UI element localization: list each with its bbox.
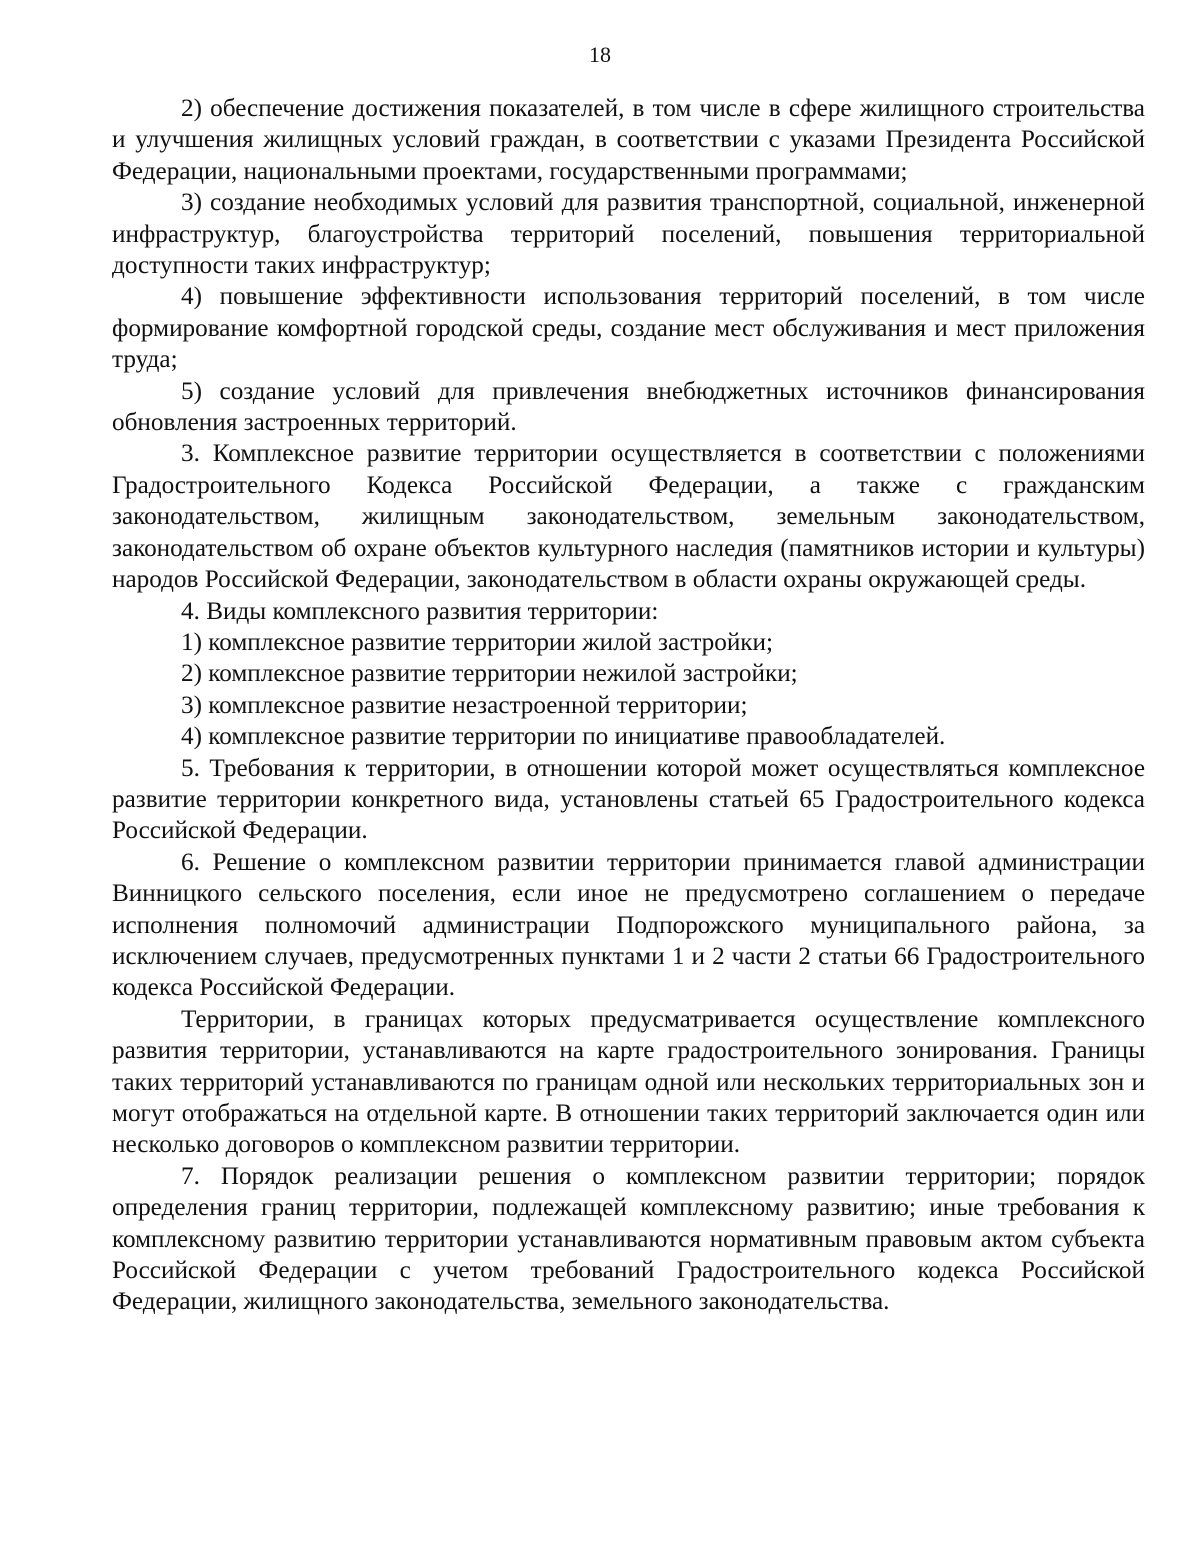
paragraph-item-3-conditions: 3) создание необходимых условий для развития транспортной, социальной, инженерной инфраструктур, благоустройства территорий поселений, повышения территориальной доступности таких инфраструктур; <box>112 189 1145 280</box>
paragraph-territories: Территории, в границах которых предусматривается осуществление комплексного развития территории, устанавливаются на карте градостроительного зонирования. Границы таких территорий устанавливаются по границам одной или нескольких территориальных зон и могут отображаться на отдельной карте. В отношении таких территорий заключается один или несколько договоров о комплексном развитии территории. <box>112 1005 1145 1159</box>
paragraph-section-3: 3. Комплексное развитие территории осуществляется в соответствии с положениями Градостроительного Кодекса Российской Федерации, а также с гражданским законодательством, жилищным законодательством, земельным законодательством, законодательством об охране объектов культурного наследия (памятников истории и культуры) народов Российской Федерации, законодательством в области охраны окружающей среды. <box>112 440 1145 594</box>
paragraph-item-5-financing: 5) создание условий для привлечения внебюджетных источников финансирования обновления застроенных территорий. <box>112 377 1145 437</box>
document-body <box>112 93 1145 1318</box>
list-item-undeveloped: 3) комплексное развитие незастроенной территории; <box>181 691 748 719</box>
paragraph-section-7: 7. Порядок реализации решения о комплексном развитии территории; порядок определения границ территории, подлежащей комплексному развитию; иные требования к комплексному развитию территории устанавливаются нормативным правовым актом субъекта Российской Федерации с учетом требований Градостроительного кодекса Российской Федерации, жилищного законодательства, земельного законодательства. <box>112 1162 1145 1316</box>
list-item-residential: 1) комплексное развитие территории жилой застройки; <box>181 628 774 656</box>
paragraph-section-4-heading: 4. Виды комплексного развития территории: <box>181 597 659 625</box>
paragraph-item-4-efficiency: 4) повышение эффективности использования территорий поселений, в том числе формирование комфортной городской среды, создание мест обслуживания и мест приложения труда; <box>112 283 1145 374</box>
list-item-nonresidential: 2) комплексное развитие территории нежилой застройки; <box>181 660 798 688</box>
page-number: 18 <box>589 42 611 67</box>
list-item-owner-initiative: 4) комплексное развитие территории по инициативе правообладателей. <box>181 723 946 751</box>
paragraph-section-6: 6. Решение о комплексном развитии территории принимается главой администрации Винницкого сельского поселения, если иное не предусмотрено соглашением о передаче исполнения полномочий администрации Подпорожского муниципального района, за исключением случаев, предусмотренных пунктами 1 и 2 части 2 статьи 66 Градостроительного кодекса Российской Федерации. <box>112 848 1145 1002</box>
paragraph-section-5: 5. Требования к территории, в отношении которой может осуществляться комплексное развитие территории конкретного вида, установлены статьей 65 Градостроительного кодекса Российской Федерации. <box>112 754 1145 845</box>
paragraph-item-2-indicators: 2) обеспечение достижения показателей, в том числе в сфере жилищного строительства и улучшения жилищных условий граждан, в соответствии с указами Президента Российской Федерации, национальными проектами, государственными программами; <box>112 95 1145 185</box>
